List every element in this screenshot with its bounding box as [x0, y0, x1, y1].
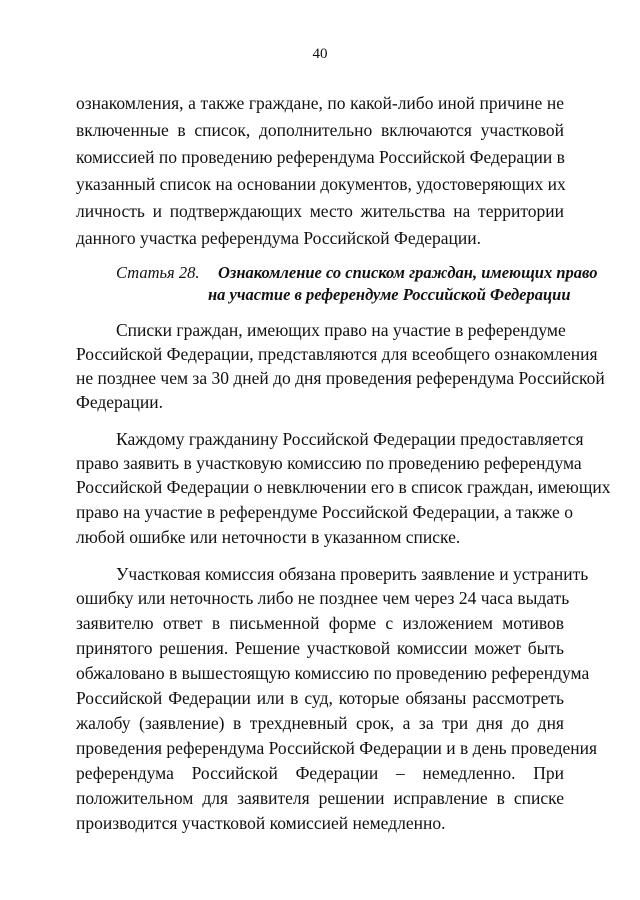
text-line: проведения референдума Российской Федерации и в день проведения [76, 738, 598, 758]
text-line: ознакомления, а также граждане, по какой-либо иной причине не [76, 93, 564, 113]
text-line: включенные в список, дополнительно включаются участковой [76, 120, 564, 140]
text-line: данного участка референдума Российской Федерации. [76, 228, 482, 248]
text-line: принятого решения. Решение участковой комиссии может быть [76, 638, 564, 658]
text-line: право на участие в референдуме Российской Федерации, а также о [76, 502, 573, 522]
text-line: Российской Федерации или в суд, которые обязаны рассмотреть [76, 688, 564, 708]
text-line: референдума Российской Федерации – немедленно. При [76, 763, 564, 783]
text-line: жалобу (заявление) в трехдневный срок, а за три дня до дня [76, 713, 564, 733]
text-line: Списки граждан, имеющих право на участие в референдуме [116, 320, 566, 340]
text-line: Российской Федерации о невключении его в список граждан, имеющих [76, 477, 611, 497]
text-line: обжаловано в вышестоящую комиссию по проведению референдума [76, 663, 590, 683]
text-line: Каждому гражданину Российской Федерации предоставляется [116, 429, 584, 449]
text-line: любой ошибке или неточности в указанном списке. [76, 527, 461, 547]
text-line: указанный список на основании документов, удостоверяющих их [76, 174, 566, 194]
article-title: Ознакомление со списком граждан, имеющих право [218, 263, 598, 282]
text-line: производится участковой комиссией немедленно. [76, 813, 446, 833]
text-line: не позднее чем за 30 дней до дня проведения референдума Российской [76, 368, 605, 388]
text-line: положительном для заявителя решении исправление в списке [76, 788, 564, 808]
text-line: комиссией по проведению референдума Российской Федерации в [76, 147, 565, 167]
article-title: на участие в референдуме Российской Федерации [208, 285, 571, 304]
text-line: Участковая комиссия обязана проверить заявление и устранить [116, 564, 589, 584]
text-line: право заявить в участковую комиссию по проведению референдума [76, 453, 582, 473]
article-label: Статья 28. [116, 263, 200, 282]
text-line: Федерации. [76, 392, 164, 412]
page-number: 40 [312, 46, 328, 62]
text-line: заявителю ответ в письменной форме с изложением мотивов [76, 613, 564, 633]
text-line: ошибку или неточность либо не позднее чем через 24 часа выдать [76, 588, 570, 608]
text-line: личность и подтверждающих место жительства на территории [76, 201, 564, 221]
text-line: Российской Федерации, представляются для всеобщего ознакомления [76, 344, 598, 364]
